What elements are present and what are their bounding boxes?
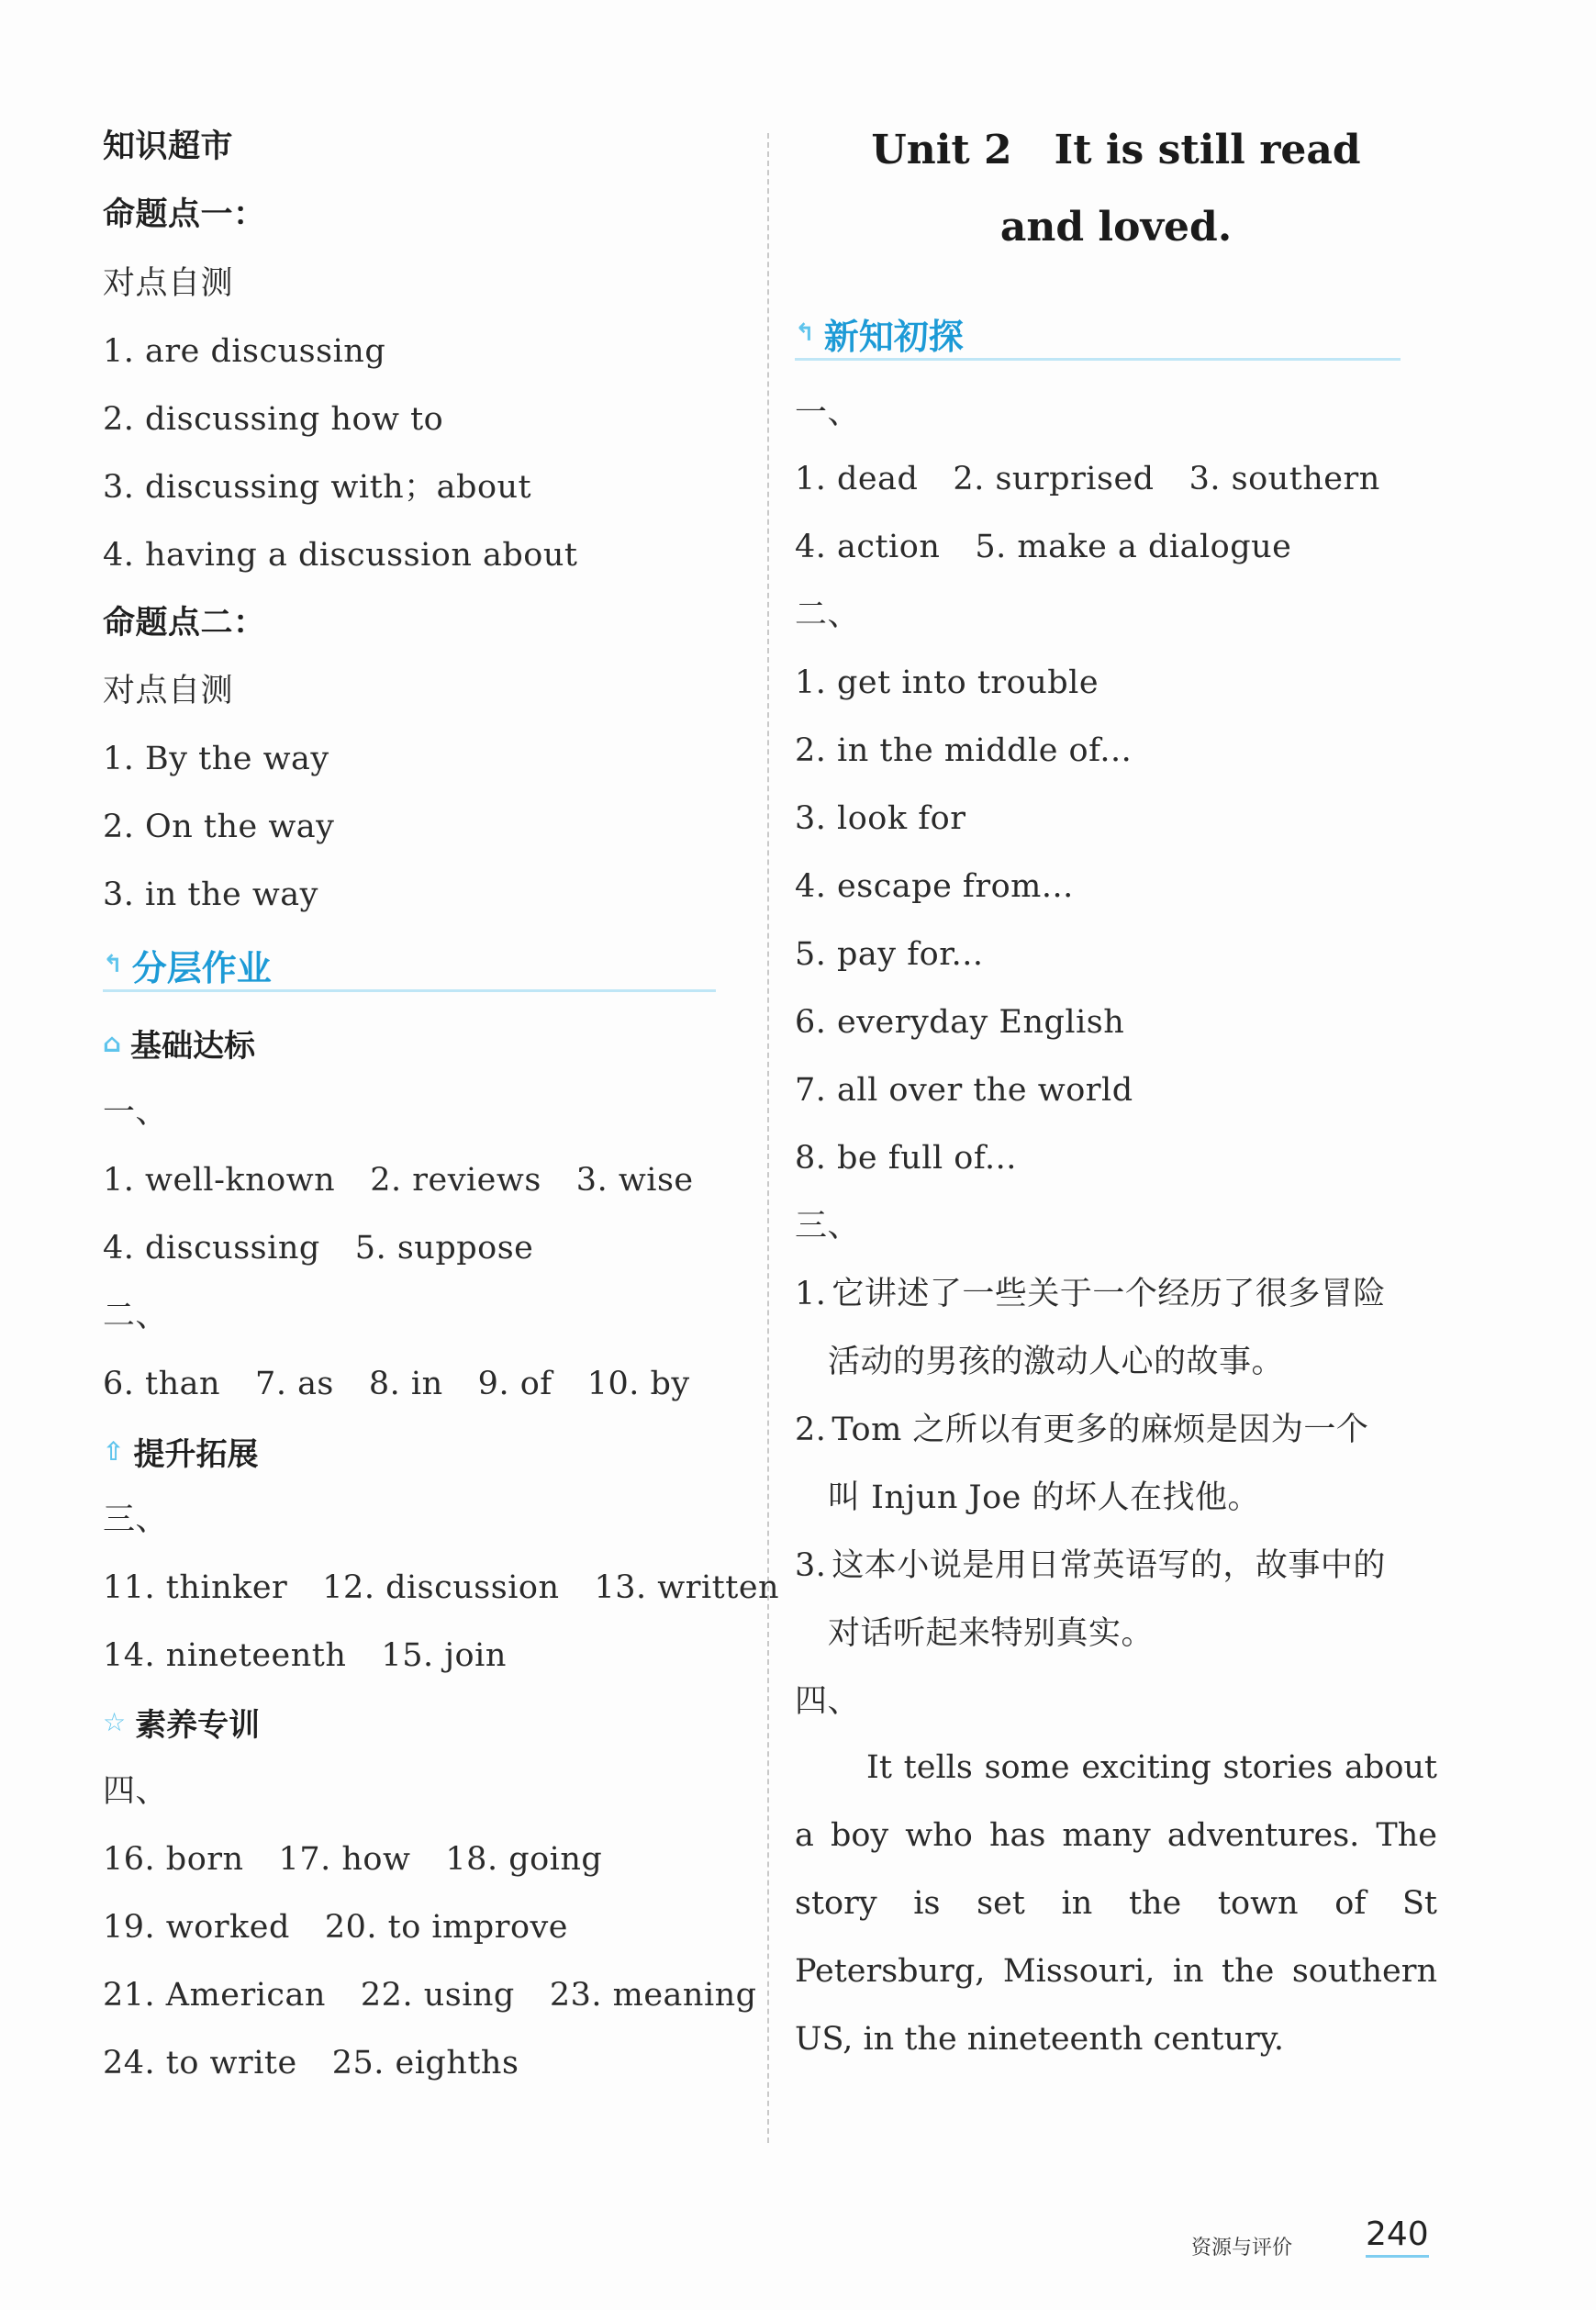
answer-item: 3. southern [1189,461,1380,497]
list-item: 2. in the middle of... [795,732,1133,769]
answer-item: 4. discussing [103,1230,320,1267]
answer-item: 21. American [103,1977,326,2014]
answer-row [103,1568,779,1608]
answer-item: 17. how [278,1841,411,1878]
footer-label: 资源与评价 [1191,2237,1293,2260]
translation-item [795,1546,1386,1586]
part-label: 四、 [103,1773,169,1810]
point-one-label: 命题点一： [103,196,266,233]
answer-row [103,1907,568,1947]
list-item: 2. discussing how to [103,401,444,438]
section-header-new-knowledge [795,308,1401,361]
writing-paragraph: It tells some exciting stories about a boy who has many adventures. The story is set in the town of St Petersburg, Missouri, in the southern US, in the nineteenth century. [795,1749,1437,2058]
list-item: 3. look for [795,800,966,837]
translation-item [795,1274,1386,1314]
column-divider [767,133,769,2143]
answer-item: 5. make a dialogue [975,529,1292,565]
list-item: 8. be full of... [795,1140,1017,1177]
list-item: 1. get into trouble [795,664,1099,701]
answer-item: 20. to improve [324,1909,568,1946]
answer-row [103,1839,602,1880]
list-item: 3. in the way [103,876,318,913]
part-label: 一、 [103,1094,169,1131]
list-item: 1. By the way [103,741,329,777]
answer-item: 18. going [445,1841,603,1878]
answer-item: 9. of [477,1366,552,1402]
star-icon: ☆ [103,1706,127,1737]
subheader-title: 提升拓展 [133,1435,259,1473]
bookmark-icon: ↰ [103,951,123,978]
knowledge-heading: 知识超市 [103,128,234,165]
self-test-label: 对点自测 [103,673,234,709]
list-item: 2. On the way [103,809,335,845]
item-text: 这本小说是用日常英语写的，故事中的 [831,1547,1386,1584]
answer-item: 2. surprised [953,461,1155,497]
answer-item: 15. join [381,1637,507,1674]
unit-title-line1: Unit 2 It is still read [871,127,1361,173]
translation-continuation: 叫 Injun Joe 的坏人在找他。 [828,1479,1260,1516]
bookmark-icon: ↰ [795,319,815,347]
answer-row [103,1160,694,1200]
answer-item: 22. using [360,1977,515,2014]
up-arrow-icon: ⇧ [103,1435,125,1467]
answer-item: 10. by [586,1366,690,1402]
section-title: 新知初探 [823,316,964,357]
item-number: 3. [795,1547,827,1584]
section-header-layered-homework [103,940,716,992]
translation-item [795,1410,1368,1450]
point-two-label: 命题点二： [103,605,266,642]
answer-item: 5. suppose [354,1230,534,1267]
item-number: 1. [795,1276,827,1312]
answer-item: 1. well-known [103,1162,336,1199]
answer-item: 24. to write [103,2045,297,2081]
item-number: 2. [795,1412,827,1448]
answer-item: 23. meaning [549,1977,757,2014]
answer-row [103,1364,690,1404]
item-text: Tom 之所以有更多的麻烦是因为一个 [831,1412,1369,1448]
page-number: 240 [1366,2215,1429,2258]
answer-row [795,459,1380,499]
answer-item: 7. as [255,1366,334,1402]
part-label: 三、 [103,1501,169,1538]
self-test-label: 对点自测 [103,265,234,302]
part-label: 三、 [795,1208,861,1244]
answer-item: 3. wise [575,1162,694,1199]
list-item: 4. escape from... [795,868,1074,905]
answer-row [103,1635,507,1676]
part-label: 四、 [795,1683,861,1720]
list-item: 5. pay for... [795,936,984,973]
part-label: 二、 [103,1298,169,1334]
list-item: 6. everyday English [795,1004,1125,1041]
answer-item: 16. born [103,1841,244,1878]
answer-item: 13. written [594,1569,780,1606]
item-text: 它讲述了一些关于一个经历了很多冒险 [831,1276,1386,1312]
answer-row [103,2043,519,2083]
subheader-literacy [103,1701,260,1743]
answer-item: 1. dead [795,461,919,497]
list-item: 1. are discussing [103,333,386,370]
list-item: 3. discussing with；about [103,469,532,506]
answer-item: 11. thinker [103,1569,288,1606]
section-title: 分层作业 [131,947,272,988]
subheader-title: 素养专训 [135,1706,261,1744]
answer-item: 4. action [795,529,941,565]
lock-check-icon: ⌂ [103,1027,122,1058]
list-item: 7. all over the world [795,1072,1133,1109]
answer-item: 8. in [368,1366,443,1402]
answer-item: 19. worked [103,1909,290,1946]
list-item: 4. having a discussion about [103,537,578,574]
part-label: 一、 [795,395,861,431]
answer-item: 25. eighths [331,2045,519,2081]
subheader-title: 基础达标 [130,1027,256,1065]
subheader-advance [103,1430,258,1472]
part-label: 二、 [795,597,861,633]
subheader-basic [103,1021,255,1064]
translation-continuation: 活动的男孩的激动人心的故事。 [828,1344,1285,1380]
answer-item: 2. reviews [370,1162,541,1199]
answer-item: 12. discussion [322,1569,560,1606]
answer-row [795,527,1291,567]
answer-row [103,1975,757,2015]
unit-title-line2: and loved. [999,204,1233,251]
answer-item: 14. nineteenth [103,1637,347,1674]
translation-continuation: 对话听起来特别真实。 [828,1615,1155,1652]
answer-row [103,1228,533,1268]
answer-item: 6. than [103,1366,221,1402]
